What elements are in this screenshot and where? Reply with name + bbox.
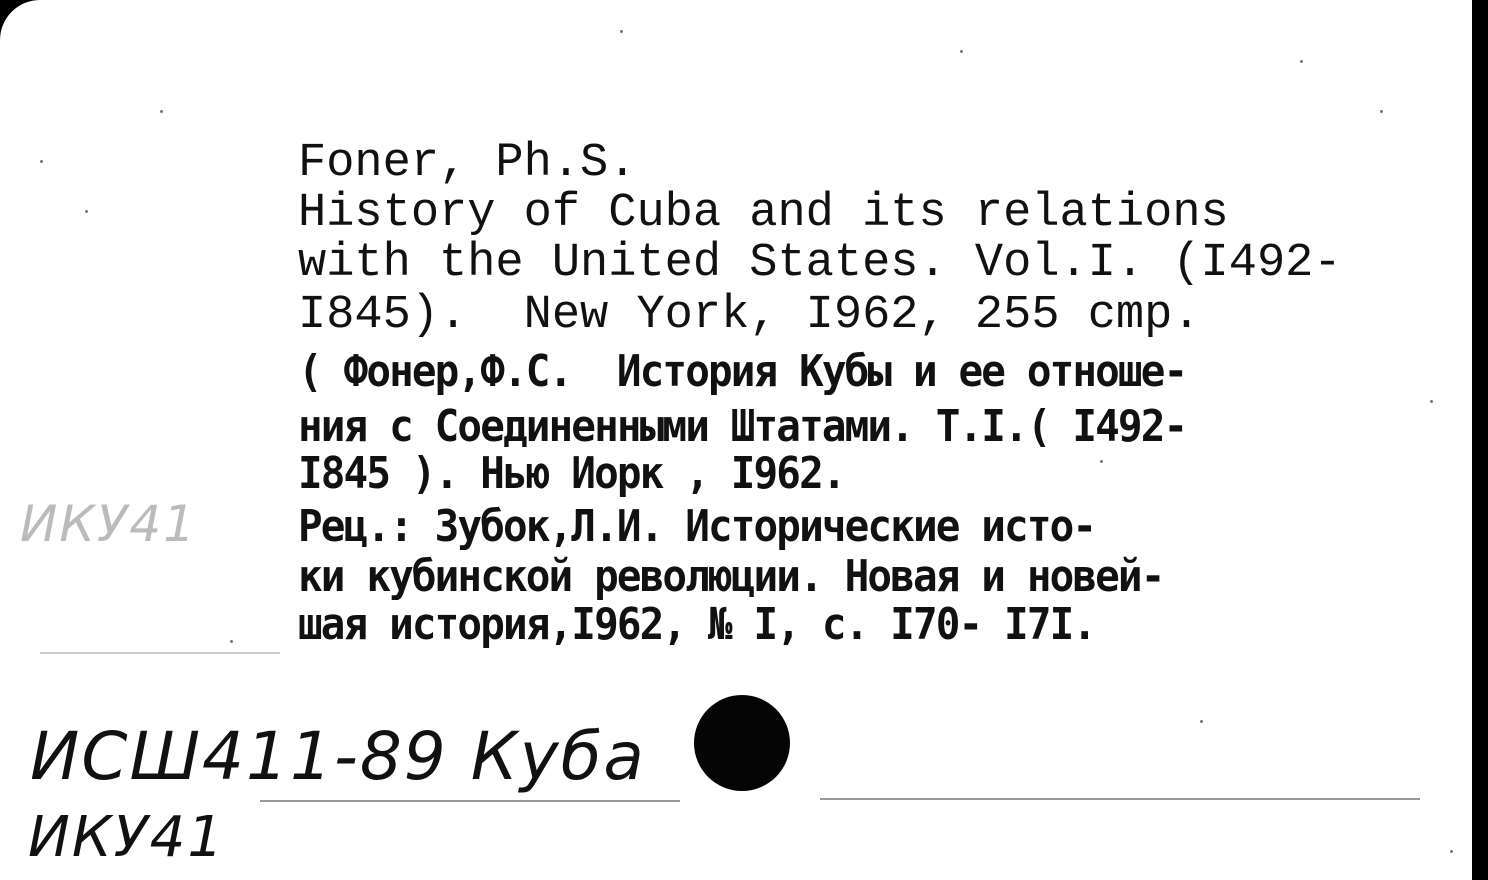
faint-rule bbox=[40, 652, 280, 654]
speckle bbox=[85, 210, 88, 213]
title-line-1: History of Cuba and its relations bbox=[298, 187, 1229, 240]
review-line-1: Рец.: Зубок,Л.И. Исторические исто- bbox=[298, 501, 1096, 552]
title-line-2: with the United States. Vol.I. (I492- bbox=[298, 237, 1342, 290]
review-line-3: шая история,I962, № I, с. I70- I7I. bbox=[298, 599, 1096, 650]
speckle bbox=[1300, 60, 1303, 63]
title-line-3: I845). New York, I962, 255 cmp. bbox=[298, 289, 1201, 342]
punch-hole bbox=[694, 695, 790, 791]
handwritten-code: ИКУ41 bbox=[28, 805, 226, 870]
card-edge bbox=[1472, 0, 1488, 880]
speckle bbox=[1200, 720, 1203, 723]
handwritten-call-number: ИСШ411-89 Куба bbox=[30, 718, 646, 795]
faint-margin-mark: ИКУ41 bbox=[20, 495, 197, 553]
review-line-2: ки кубинской революции. Новая и новей- bbox=[298, 551, 1164, 602]
faint-rule bbox=[260, 800, 680, 802]
speckle bbox=[960, 50, 963, 53]
speckle bbox=[1100, 460, 1103, 463]
speckle bbox=[40, 160, 43, 163]
ru-title-line-3: I845 ). Нью Иорк , I962. bbox=[298, 448, 845, 499]
speckle bbox=[1380, 110, 1383, 113]
speckle bbox=[1430, 400, 1433, 403]
ru-title-line-1: ( Фонер,Ф.С. История Кубы и ее отноше- bbox=[298, 346, 1187, 397]
faint-rule bbox=[820, 798, 1420, 800]
ru-title-line-2: ния с Соединенными Штатами. Т.I.( I492- bbox=[298, 401, 1187, 452]
author-line: Foner, Ph.S. bbox=[298, 137, 637, 190]
speckle bbox=[160, 110, 163, 113]
speckle bbox=[230, 640, 233, 643]
speckle bbox=[620, 30, 623, 33]
speckle bbox=[1450, 850, 1453, 853]
